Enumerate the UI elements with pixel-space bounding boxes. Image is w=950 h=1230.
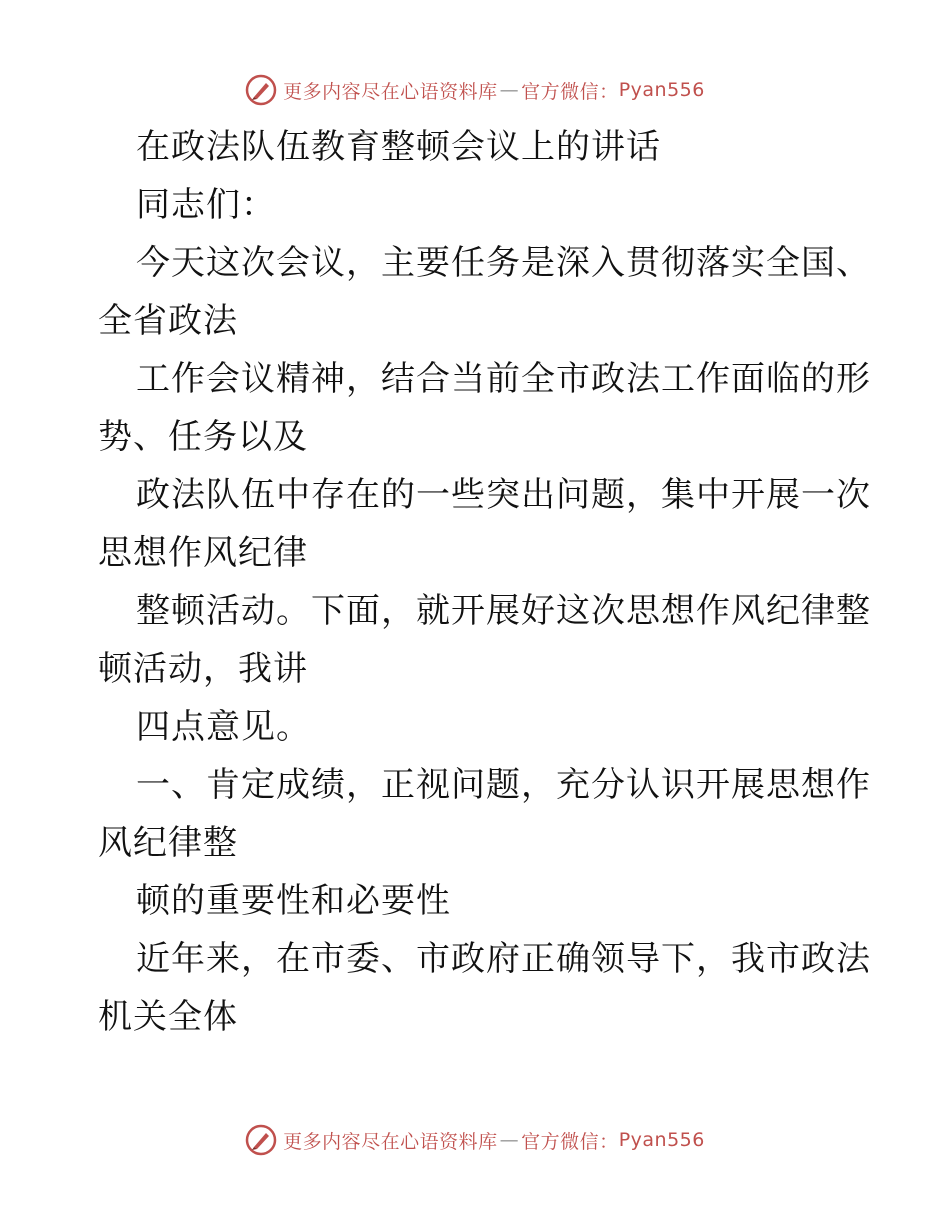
paragraph-line: 整顿活动。下面，就开展好这次思想作风纪律整 <box>136 591 871 631</box>
paragraph-line: 工作会议精神，结合当前全市政法工作面临的形 <box>136 359 871 399</box>
paragraph-line: 势、任务以及 <box>98 417 308 457</box>
watermark-wechat-id: Pyan556 <box>618 1129 705 1151</box>
paragraph-line: 全省政法 <box>98 301 238 341</box>
pen-logo-icon <box>245 74 277 106</box>
paragraph-line: 机关全体 <box>98 997 238 1037</box>
paragraph-line: 近年来，在市委、市政府正确领导下，我市政法 <box>136 939 871 979</box>
salutation: 同志们： <box>136 185 276 225</box>
section-heading: 风纪律整 <box>98 823 238 863</box>
section-heading: 顿的重要性和必要性 <box>136 881 451 921</box>
watermark-wechat-label: 官方微信： <box>521 1130 619 1153</box>
section-heading: 一、肯定成绩，正视问题，充分认识开展思想作 <box>136 765 871 805</box>
watermark-wechat-label: 官方微信： <box>521 80 619 103</box>
document-title: 在政法队伍教育整顿会议上的讲话 <box>136 127 661 167</box>
watermark-footer <box>0 1120 950 1160</box>
paragraph-line: 顿活动，我讲 <box>98 649 308 689</box>
document-body <box>98 118 871 1046</box>
watermark-wechat-id: Pyan556 <box>618 79 705 101</box>
watermark-separator: — <box>499 79 520 101</box>
paragraph-line: 思想作风纪律 <box>98 533 308 573</box>
watermark-header <box>0 70 950 110</box>
paragraph-line: 政法队伍中存在的一些突出问题，集中开展一次 <box>136 475 871 515</box>
pen-logo-icon <box>245 1124 277 1156</box>
watermark-separator: — <box>499 1129 520 1151</box>
watermark-text: 更多内容尽在心语资料库 <box>283 80 498 103</box>
paragraph-line: 四点意见。 <box>136 707 311 747</box>
paragraph-line: 今天这次会议，主要任务是深入贯彻落实全国、 <box>136 243 871 283</box>
watermark-text: 更多内容尽在心语资料库 <box>283 1130 498 1153</box>
